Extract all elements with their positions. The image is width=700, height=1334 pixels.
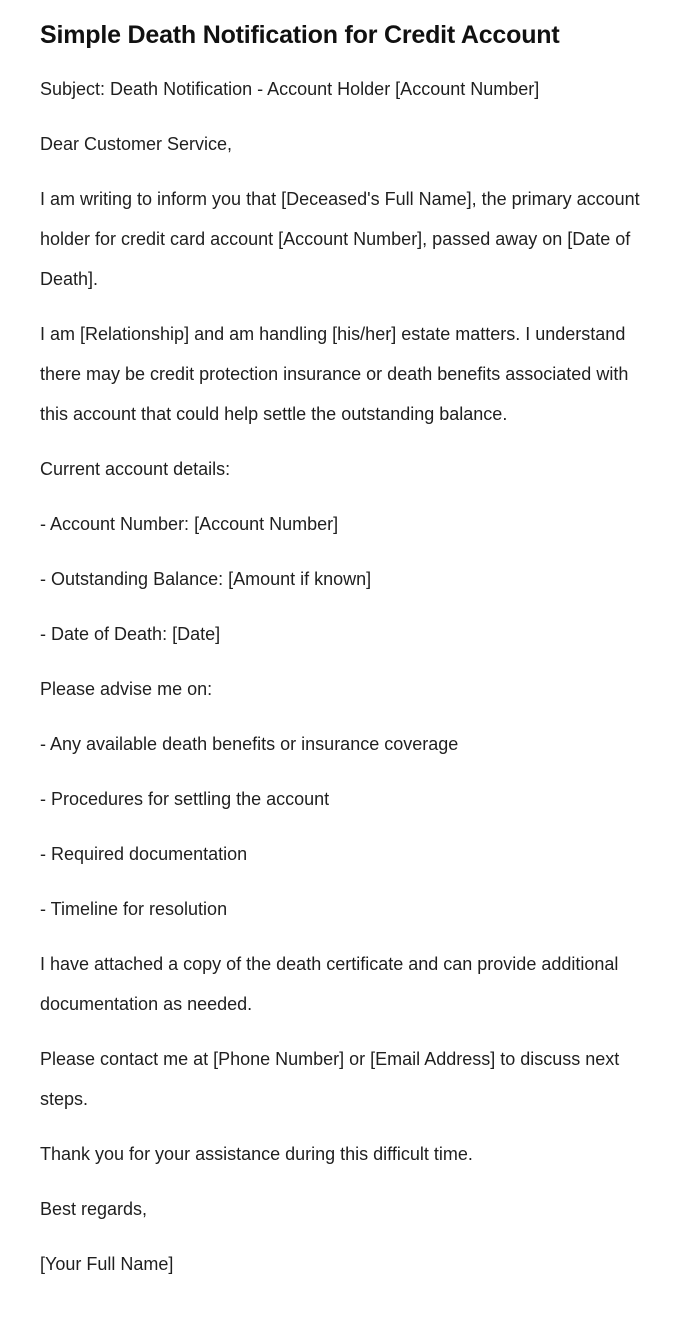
list-item-outstanding-balance: - Outstanding Balance: [Amount if known]	[40, 569, 372, 590]
document-body	[40, 69, 660, 1284]
list-item-death-benefits: - Any available death benefits or insurance coverage	[40, 734, 459, 755]
paragraph-account-details-heading: Current account details:	[40, 459, 231, 480]
paragraph-relationship-statement: I am [Relationship] and am handling [his/her] estate matters. I understand there may be credit protection insurance or death benefits associated with this account that could help settle the outstanding balance.	[40, 324, 629, 425]
list-item-timeline: - Timeline for resolution	[40, 899, 228, 920]
paragraph-closing: Best regards,	[40, 1199, 148, 1220]
list-item-account-number: - Account Number: [Account Number]	[40, 514, 339, 535]
paragraph-thank-you: Thank you for your assistance during this difficult time.	[40, 1144, 473, 1165]
page-title: Simple Death Notification for Credit Account	[40, 21, 560, 49]
paragraph-salutation: Dear Customer Service,	[40, 134, 233, 155]
paragraph-signature: [Your Full Name]	[40, 1254, 174, 1275]
paragraph-notification-statement: I am writing to inform you that [Deceased's Full Name], the primary account holder for credit card account [Account Number], passed away on [Date of Death].	[40, 189, 640, 290]
paragraph-advise-heading: Please advise me on:	[40, 679, 213, 700]
list-item-date-of-death: - Date of Death: [Date]	[40, 624, 221, 645]
paragraph-subject-line: Subject: Death Notification - Account Holder [Account Number]	[40, 79, 540, 100]
list-item-required-documentation: - Required documentation	[40, 844, 248, 865]
paragraph-attachment-note: I have attached a copy of the death certificate and can provide additional documentation as needed.	[40, 954, 619, 1015]
list-item-settling-procedures: - Procedures for settling the account	[40, 789, 330, 810]
paragraph-contact-info: Please contact me at [Phone Number] or [Email Address] to discuss next steps.	[40, 1049, 620, 1110]
